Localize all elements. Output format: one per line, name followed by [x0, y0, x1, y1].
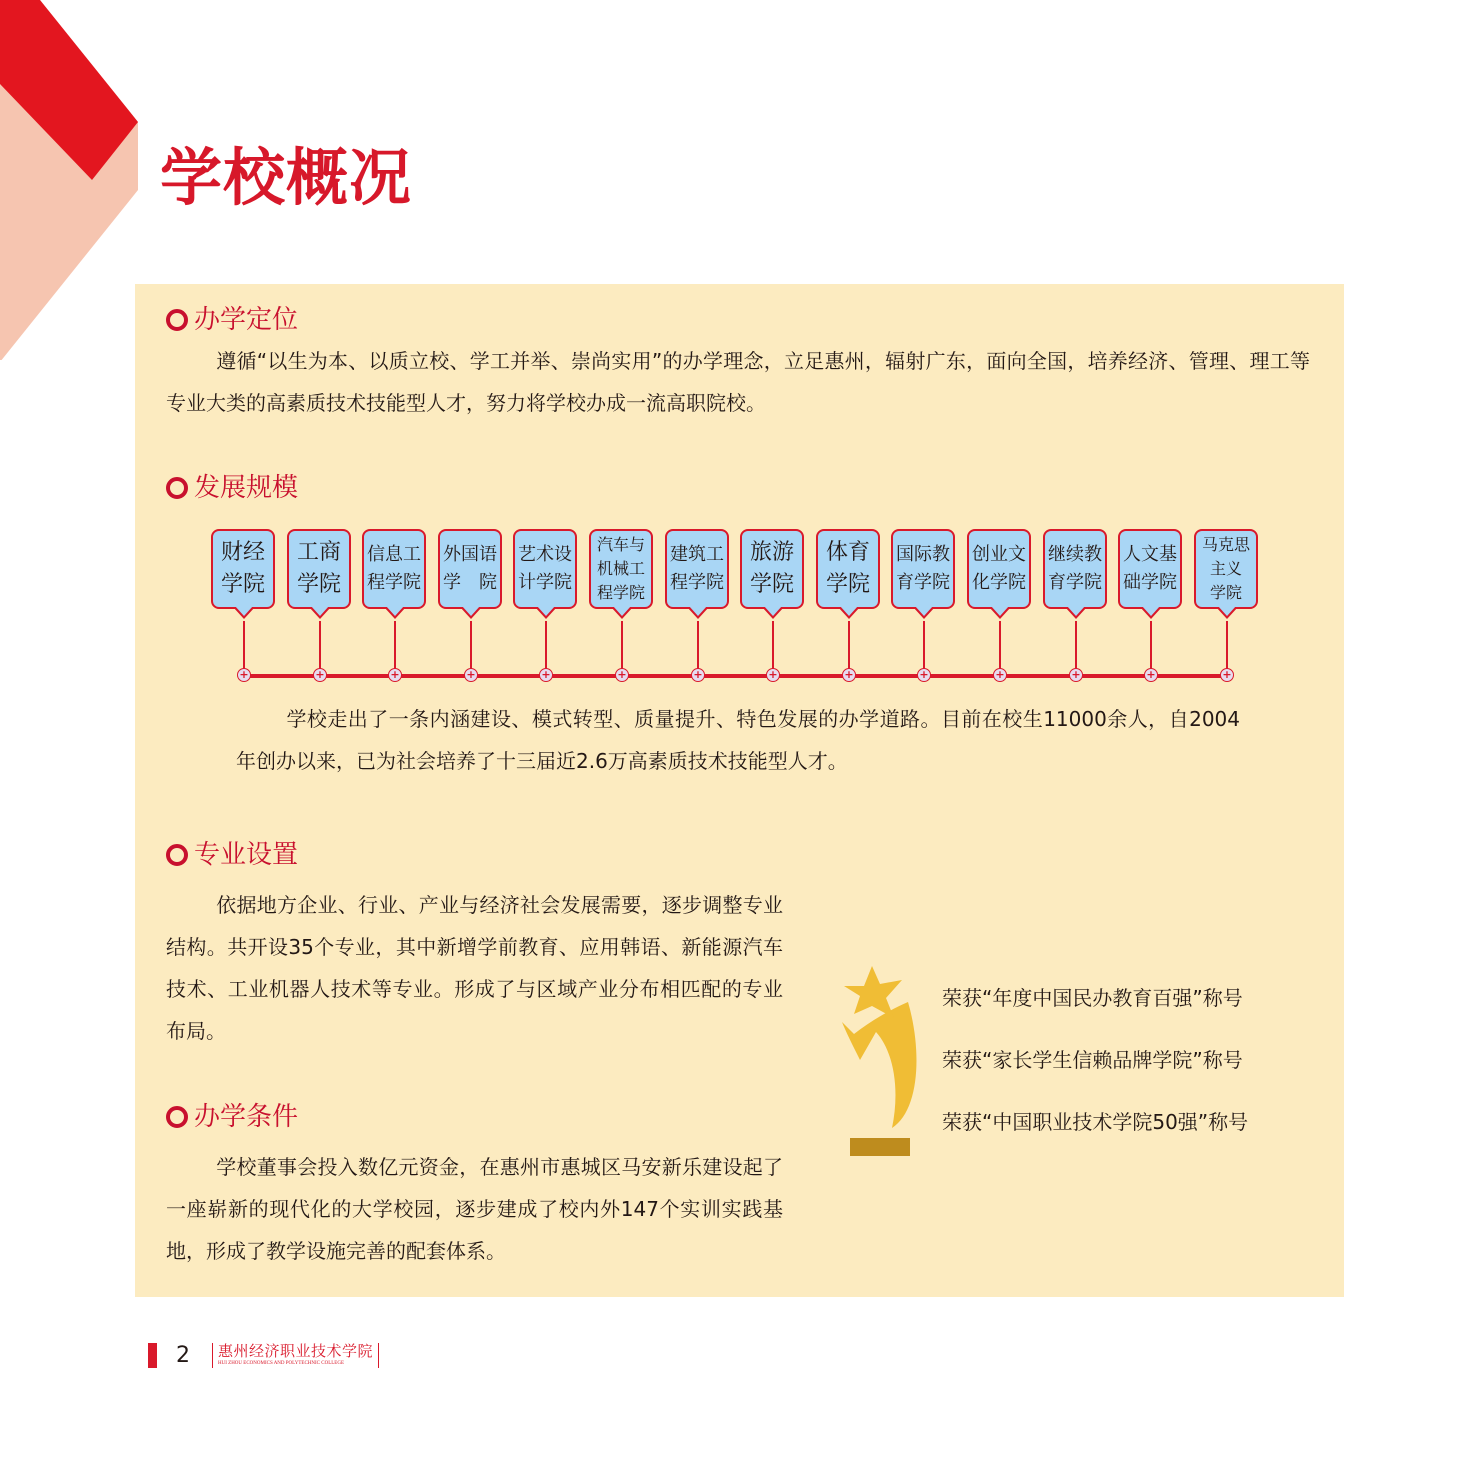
section-heading-majors: 专业设置	[166, 837, 298, 873]
page-title: 学校概况	[160, 141, 413, 214]
college-pointer-fill	[991, 606, 1009, 616]
footer-accent-bar	[148, 1343, 157, 1368]
college-connector	[772, 621, 774, 674]
school-name-en: HUI ZHOU ECONOMICS AND POLYTECHNIC COLLEGE	[218, 1361, 345, 1366]
college-pointer-fill	[311, 606, 329, 616]
college-name	[443, 541, 497, 597]
college-name-line: 主义	[1209, 559, 1242, 578]
timeline-node-icon: +	[1144, 668, 1158, 682]
conditions-text: 学校董事会投入数亿元资金，在惠州市惠城区马安新乐建设起了一座崭新的现代化的大学校园，逐步建成了校内外147个实训实践基地，形成了教学设施完善的配套体系。	[166, 1155, 783, 1263]
college-pointer-fill	[1142, 606, 1160, 616]
college-pointer-fill	[689, 606, 707, 616]
college-connector	[923, 621, 925, 674]
footer-school-name	[212, 1343, 379, 1368]
college-connector	[697, 621, 699, 674]
college-name	[367, 541, 421, 597]
college-connector	[394, 621, 396, 674]
college-name-line: 程学院	[670, 572, 724, 593]
timeline-node-icon: +	[313, 668, 327, 682]
timeline-node-icon: +	[691, 668, 705, 682]
college-pointer-fill	[235, 606, 253, 616]
college-name-line: 工商	[296, 540, 341, 565]
college-pointer-fill	[462, 606, 480, 616]
college-box	[1043, 529, 1107, 609]
college-name-line: 体育	[825, 540, 870, 565]
college-name-line: 旅游	[749, 540, 794, 565]
college-name-line: 程学院	[367, 572, 421, 593]
college-connector	[848, 621, 850, 674]
college-name-line: 机械工	[596, 559, 645, 578]
college-name-line: 学 院	[443, 572, 497, 593]
college-box	[287, 529, 351, 609]
college-name-line: 建筑工	[670, 544, 724, 565]
college-pointer-fill	[915, 606, 933, 616]
timeline-node-icon: +	[615, 668, 629, 682]
college-connector	[1150, 621, 1152, 674]
college-box	[891, 529, 955, 609]
college-connector	[999, 621, 1001, 674]
college-name	[750, 537, 794, 601]
college-connector	[1075, 621, 1077, 674]
college-name	[221, 537, 265, 601]
college-name	[1048, 541, 1102, 597]
section-heading-positioning: 办学定位	[166, 302, 298, 338]
college-name-line: 人文基	[1123, 544, 1177, 565]
college-name-line: 础学院	[1123, 572, 1177, 593]
school-name-cn: 惠州经济职业技术学院	[218, 1342, 374, 1360]
college-timeline	[211, 529, 1261, 689]
college-box	[1118, 529, 1182, 609]
honor-item: 荣获“年度中国民办教育百强”称号	[942, 986, 1243, 1010]
college-name-line: 学院	[1209, 583, 1242, 602]
college-name-line: 育学院	[896, 572, 950, 593]
page-number: 2	[176, 1343, 190, 1368]
college-pointer-fill	[1218, 606, 1236, 616]
college-name-line: 信息工	[367, 544, 421, 565]
college-pointer-fill	[1067, 606, 1085, 616]
college-name	[826, 537, 870, 601]
college-name-line: 马克思	[1201, 535, 1250, 554]
college-name-line: 化学院	[972, 572, 1026, 593]
college-name	[597, 533, 645, 605]
scale-text: 学校走出了一条内涵建设、模式转型、质量提升、特色发展的办学道路。目前在校生11000余人，自2004年创办以来，已为社会培养了十三届近2.6万高素质技术技能型人才。	[236, 707, 1240, 773]
college-connector	[1226, 621, 1228, 674]
section-heading-conditions: 办学条件	[166, 1099, 298, 1135]
college-pointer-fill	[764, 606, 782, 616]
college-name-line: 学院	[825, 572, 870, 597]
college-connector	[243, 621, 245, 674]
college-box	[1194, 529, 1258, 609]
college-name-line: 国际教	[896, 544, 950, 565]
college-name-line: 学院	[296, 572, 341, 597]
honor-item: 荣获“家长学生信赖品牌学院”称号	[942, 1048, 1243, 1072]
college-box	[513, 529, 577, 609]
timeline-node-icon: +	[917, 668, 931, 682]
college-box	[211, 529, 275, 609]
majors-text: 依据地方企业、行业、产业与经济社会发展需要，逐步调整专业结构。共开设35个专业，其中新增学前教育、应用韩语、新能源汽车技术、工业机器人技术等专业。形成了与区域产业分布相匹配的专业布局。	[166, 893, 783, 1043]
college-box	[362, 529, 426, 609]
honor-item: 荣获“中国职业技术学院50强”称号	[942, 1110, 1249, 1134]
college-name	[1202, 533, 1250, 605]
corner-decoration	[0, 0, 140, 360]
timeline-node-icon: +	[1220, 668, 1234, 682]
college-connector	[319, 621, 321, 674]
college-name-line: 育学院	[1048, 572, 1102, 593]
college-name	[670, 541, 724, 597]
college-box	[665, 529, 729, 609]
college-name	[518, 541, 572, 597]
timeline-node-icon: +	[842, 668, 856, 682]
college-name-line: 继续教	[1048, 544, 1102, 565]
college-name-line: 计学院	[518, 572, 572, 593]
college-connector	[545, 621, 547, 674]
college-name	[297, 537, 341, 601]
college-box	[967, 529, 1031, 609]
bullet-icon	[166, 1106, 188, 1128]
college-connector	[621, 621, 623, 674]
timeline-node-icon: +	[388, 668, 402, 682]
college-pointer-fill	[386, 606, 404, 616]
college-pointer-fill	[613, 606, 631, 616]
college-pointer-fill	[840, 606, 858, 616]
college-name-line: 创业文	[972, 544, 1026, 565]
college-name	[972, 541, 1026, 597]
college-name	[896, 541, 950, 597]
timeline-node-icon: +	[766, 668, 780, 682]
timeline-node-icon: +	[464, 668, 478, 682]
college-box	[589, 529, 653, 609]
section-heading-scale: 发展规模	[166, 470, 298, 506]
college-name	[1123, 541, 1177, 597]
college-box	[438, 529, 502, 609]
college-box	[816, 529, 880, 609]
timeline-node-icon: +	[539, 668, 553, 682]
positioning-text: 遵循“以生为本、以质立校、学工并举、崇尚实用”的办学理念，立足惠州，辐射广东，面向全国，培养经济、管理、理工等专业大类的高素质技术技能型人才，努力将学校办成一流高职院校。	[166, 349, 1310, 415]
college-name-line: 艺术设	[518, 544, 572, 565]
college-name-line: 学院	[749, 572, 794, 597]
timeline-node-icon: +	[237, 668, 251, 682]
college-box	[740, 529, 804, 609]
college-name-line: 财经	[220, 540, 265, 565]
bullet-icon	[166, 477, 188, 499]
college-connector	[470, 621, 472, 674]
college-name-line: 学院	[220, 572, 265, 597]
timeline-node-icon: +	[993, 668, 1007, 682]
college-name-line: 程学院	[596, 583, 645, 602]
bullet-icon	[166, 309, 188, 331]
college-name-line: 汽车与	[596, 535, 645, 554]
bullet-icon	[166, 844, 188, 866]
trophy-icon	[820, 960, 920, 1160]
college-pointer-fill	[537, 606, 555, 616]
timeline-node-icon: +	[1069, 668, 1083, 682]
college-name-line: 外国语	[443, 544, 497, 565]
